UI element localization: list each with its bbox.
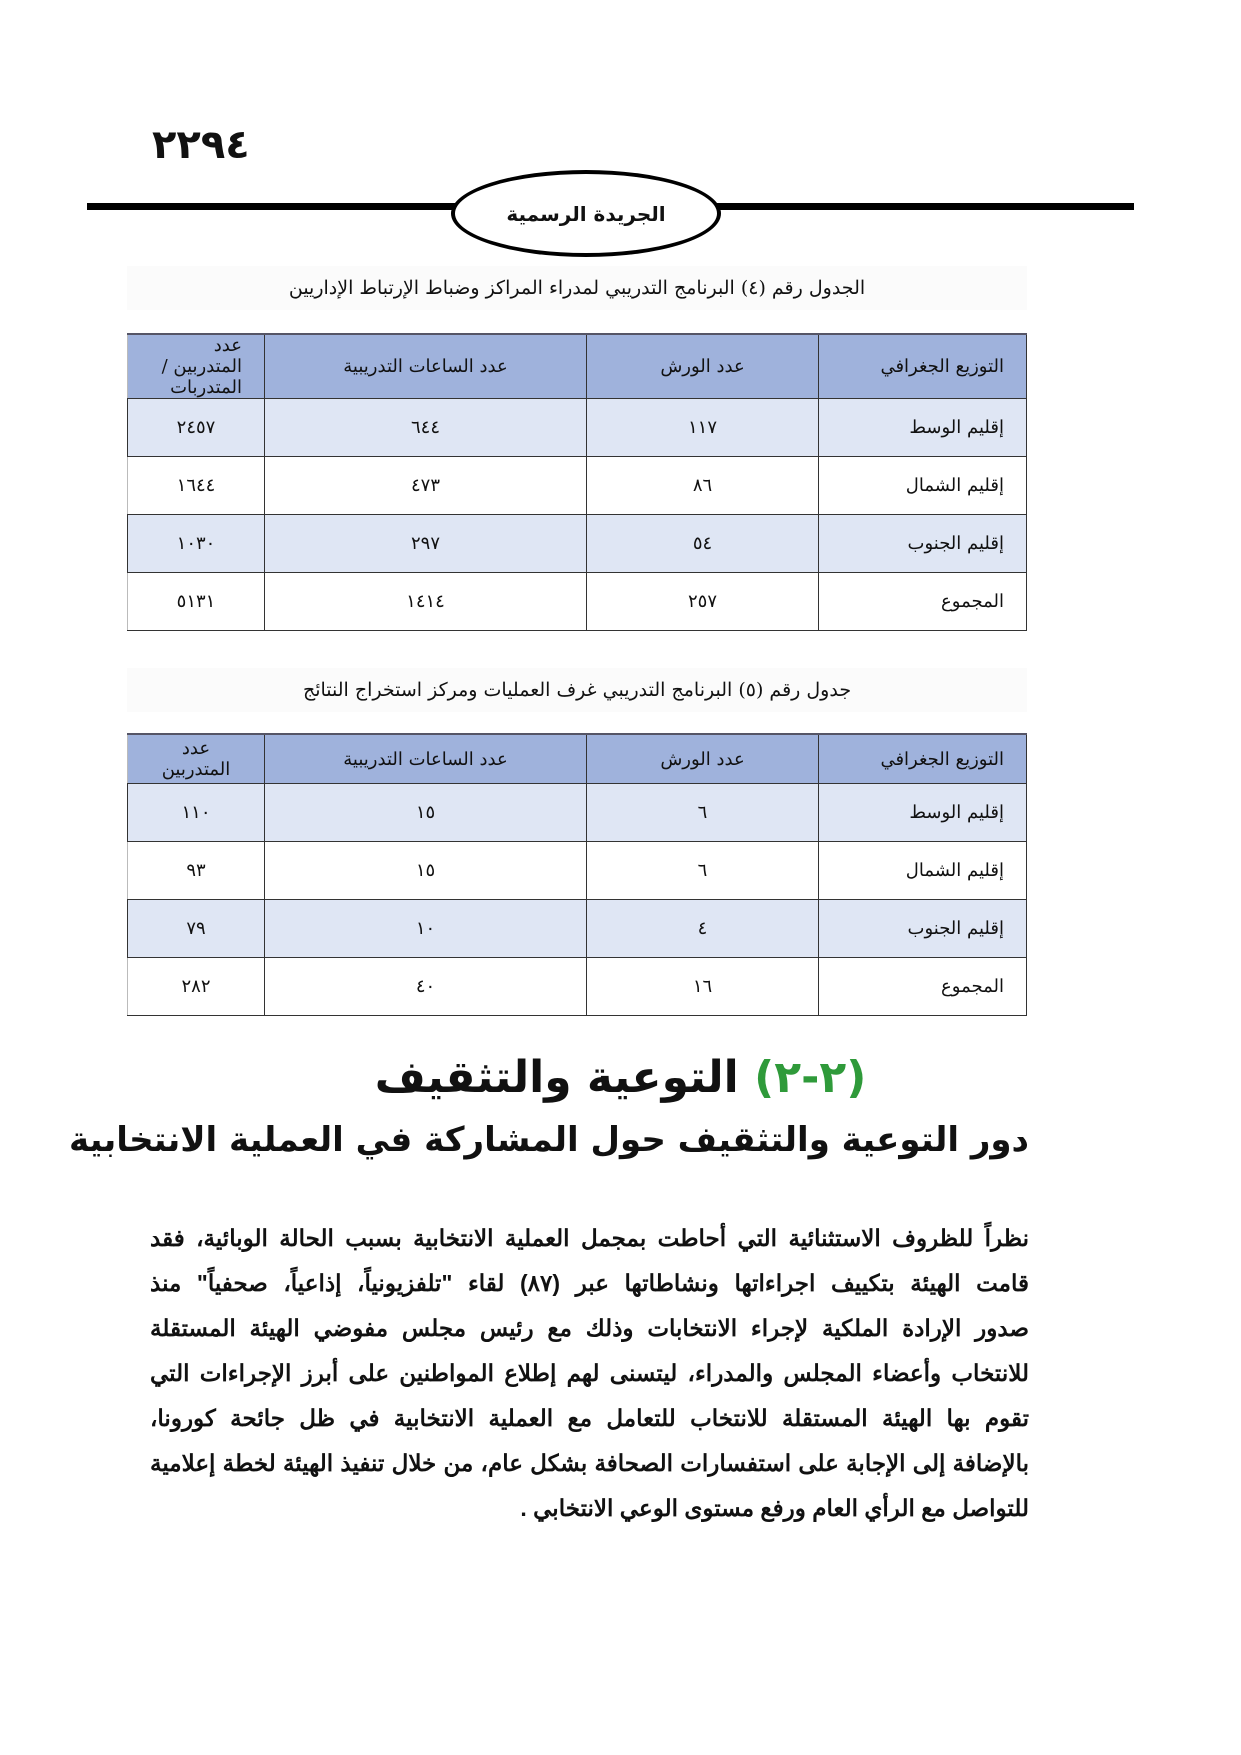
cell: ٥٤ <box>587 515 819 573</box>
table-row <box>128 457 1027 515</box>
cell: ٦٤٤ <box>265 399 587 457</box>
col-header: عدد المتدربين / المتدربات <box>128 334 265 399</box>
col-header: عدد الورش <box>587 334 819 399</box>
body-paragraph <box>150 1216 1029 1531</box>
table-row <box>128 399 1027 457</box>
col-header: التوزيع الجغرافي <box>819 334 1027 399</box>
cell: ٢٩٧ <box>265 515 587 573</box>
section-subtitle: دور التوعية والتثقيف حول المشاركة في العملية الانتخابية <box>69 1120 1029 1160</box>
col-header: عدد الساعات التدريبية <box>265 334 587 399</box>
cell: ٢٤٥٧ <box>128 399 265 457</box>
table-header-row <box>128 334 1027 399</box>
cell: ١٥ <box>265 784 587 842</box>
table-total-row <box>128 573 1027 631</box>
cell: المجموع <box>819 958 1027 1016</box>
cell: ١٦ <box>587 958 819 1016</box>
table5 <box>127 733 1027 1016</box>
cell: ٤٧٣ <box>265 457 587 515</box>
cell: ١٥ <box>265 842 587 900</box>
cell: ٥١٣١ <box>128 573 265 631</box>
cell: إقليم الوسط <box>819 784 1027 842</box>
table-row <box>128 900 1027 958</box>
cell: ٢٥٧ <box>587 573 819 631</box>
table-row <box>128 784 1027 842</box>
table4 <box>127 333 1027 631</box>
cell: إقليم الجنوب <box>819 900 1027 958</box>
cell: ٩٣ <box>128 842 265 900</box>
table4-caption: الجدول رقم (٤) البرنامج التدريبي لمدراء المراكز وضباط الإرتباط الإداريين <box>127 266 1027 310</box>
gazette-title: الجريدة الرسمية <box>506 201 666 226</box>
cell: ٢٨٢ <box>128 958 265 1016</box>
cell: ١٤١٤ <box>265 573 587 631</box>
cell: ١١٠ <box>128 784 265 842</box>
gazette-title-oval <box>451 170 721 257</box>
paragraph-line: للانتخاب وأعضاء المجلس والمدراء، ليتسنى لهم إطلاع المواطنين على أبرز الإجراءات التي <box>150 1360 1029 1386</box>
table-row <box>128 842 1027 900</box>
cell: ٤ <box>587 900 819 958</box>
section-heading <box>0 1052 1241 1103</box>
table-header-row <box>128 734 1027 784</box>
paragraph-line: بالإضافة إلى الإجابة على استفسارات الصحافة بشكل عام، من خلال تنفيذ الهيئة لخطة إعلامية <box>150 1450 1029 1476</box>
table-total-row <box>128 958 1027 1016</box>
cell: إقليم الجنوب <box>819 515 1027 573</box>
cell: إقليم الشمال <box>819 842 1027 900</box>
cell: ٨٦ <box>587 457 819 515</box>
paragraph-line: قامت الهيئة بتكييف اجراءاتها ونشاطاتها عبر (٨٧) لقاء "تلفزيونياً، إذاعياً، صحفياً" منذ <box>150 1270 1029 1296</box>
cell: ١٦٤٤ <box>128 457 265 515</box>
paragraph-line: صدور الإرادة الملكية لإجراء الانتخابات وذلك مع رئيس مجلس مفوضي الهيئة المستقلة <box>150 1315 1029 1341</box>
paragraph-line: للتواصل مع الرأي العام ورفع مستوى الوعي الانتخابي . <box>520 1495 1029 1521</box>
page-number: ٢٢٩٤ <box>152 122 250 168</box>
col-header: عدد الورش <box>587 734 819 784</box>
cell: ١٠ <box>265 900 587 958</box>
paragraph-line: تقوم بها الهيئة المستقلة للانتخاب للتعامل مع العملية الانتخابية في ظل جائحة كورونا، <box>150 1405 1029 1431</box>
paragraph-line: نظراً للظروف الاستثنائية التي أحاطت بمجمل العملية الانتخابية بسبب الحالة الوبائية، فقد <box>150 1225 1029 1251</box>
table5-caption: جدول رقم (٥) البرنامج التدريبي غرف العمليات ومركز استخراج النتائج <box>127 668 1027 712</box>
cell: ١١٧ <box>587 399 819 457</box>
table-row <box>128 515 1027 573</box>
cell: المجموع <box>819 573 1027 631</box>
col-header: التوزيع الجغرافي <box>819 734 1027 784</box>
cell: ١٠٣٠ <box>128 515 265 573</box>
col-header: عدد الساعات التدريبية <box>265 734 587 784</box>
col-header: عدد المتدربين <box>128 734 265 784</box>
cell: إقليم الوسط <box>819 399 1027 457</box>
cell: ٦ <box>587 842 819 900</box>
cell: ٦ <box>587 784 819 842</box>
cell: ٧٩ <box>128 900 265 958</box>
cell: ٤٠ <box>265 958 587 1016</box>
cell: إقليم الشمال <box>819 457 1027 515</box>
section-title: التوعية والتثقيف <box>374 1052 739 1103</box>
section-number: (٢-٢) <box>754 1052 867 1103</box>
